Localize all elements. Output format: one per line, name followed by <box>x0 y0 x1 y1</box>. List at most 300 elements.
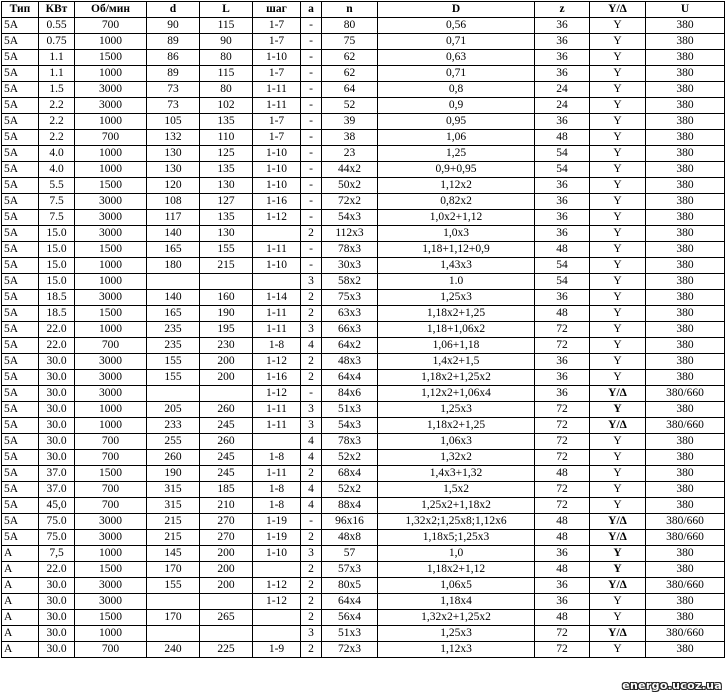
cell-L: 160 <box>200 290 253 306</box>
table-row <box>2 450 725 466</box>
cell-rpm: 3000 <box>75 386 147 402</box>
cell-D: 1,25x3 <box>378 290 535 306</box>
column-header-D: D <box>378 2 535 18</box>
cell-rpm: 3000 <box>75 290 147 306</box>
cell-U: 380 <box>646 594 725 610</box>
table-row <box>2 34 725 50</box>
cell-kw: 30.0 <box>39 626 75 642</box>
cell-L: 265 <box>200 610 253 626</box>
cell-step: 1-10 <box>253 162 301 178</box>
cell-step: 1-11 <box>253 98 301 114</box>
cell-n: 57x3 <box>322 562 378 578</box>
cell-type: 5А <box>2 530 39 546</box>
cell-type: 5А <box>2 322 39 338</box>
cell-type: 5А <box>2 306 39 322</box>
cell-conn: Y <box>590 594 646 610</box>
cell-d: 155 <box>147 354 200 370</box>
cell-D: 1,18x5;1,25x3 <box>378 530 535 546</box>
cell-d: 235 <box>147 338 200 354</box>
cell-kw: 30.0 <box>39 610 75 626</box>
cell-L: 135 <box>200 114 253 130</box>
header-row <box>2 2 725 18</box>
column-header-L: L <box>200 2 253 18</box>
cell-L <box>200 274 253 290</box>
cell-d: 315 <box>147 498 200 514</box>
cell-U: 380 <box>646 114 725 130</box>
cell-rpm: 1000 <box>75 402 147 418</box>
cell-D: 1,5x2 <box>378 482 535 498</box>
cell-step: 1-7 <box>253 18 301 34</box>
cell-n: 38 <box>322 130 378 146</box>
cell-rpm: 1000 <box>75 418 147 434</box>
cell-step: 1-7 <box>253 34 301 50</box>
cell-conn: Y <box>590 210 646 226</box>
cell-a: 2 <box>301 578 322 594</box>
cell-n: 30x3 <box>322 258 378 274</box>
cell-kw: 22.0 <box>39 562 75 578</box>
table-row <box>2 514 725 530</box>
cell-type: 5А <box>2 338 39 354</box>
cell-conn: Y <box>590 242 646 258</box>
cell-L: 135 <box>200 162 253 178</box>
column-header-n: n <box>322 2 378 18</box>
cell-n: 54x3 <box>322 210 378 226</box>
cell-n: 62 <box>322 66 378 82</box>
cell-d: 130 <box>147 162 200 178</box>
cell-U: 380 <box>646 450 725 466</box>
table-row <box>2 66 725 82</box>
cell-step: 1-11 <box>253 322 301 338</box>
cell-D: 1,12x2 <box>378 178 535 194</box>
cell-type: 5А <box>2 514 39 530</box>
table-row <box>2 418 725 434</box>
cell-rpm: 1000 <box>75 66 147 82</box>
cell-z: 36 <box>535 50 590 66</box>
cell-a: 3 <box>301 322 322 338</box>
cell-a: - <box>301 130 322 146</box>
cell-a: 3 <box>301 402 322 418</box>
cell-kw: 37.0 <box>39 482 75 498</box>
cell-kw: 22.0 <box>39 338 75 354</box>
cell-D: 0,82x2 <box>378 194 535 210</box>
cell-conn: Y <box>590 402 646 418</box>
cell-conn: Y <box>590 50 646 66</box>
cell-type: 5А <box>2 274 39 290</box>
cell-a: - <box>301 34 322 50</box>
column-header-conn: Y/Δ <box>590 2 646 18</box>
cell-a: 2 <box>301 642 322 658</box>
cell-U: 380 <box>646 130 725 146</box>
cell-D: 0,8 <box>378 82 535 98</box>
table-row <box>2 82 725 98</box>
cell-conn: Y <box>590 162 646 178</box>
cell-rpm: 1500 <box>75 178 147 194</box>
cell-n: 68x4 <box>322 466 378 482</box>
cell-d: 140 <box>147 290 200 306</box>
cell-n: 23 <box>322 146 378 162</box>
table-row <box>2 354 725 370</box>
cell-L: 125 <box>200 146 253 162</box>
cell-rpm: 3000 <box>75 594 147 610</box>
cell-a: 3 <box>301 626 322 642</box>
cell-type: 5А <box>2 290 39 306</box>
cell-a: 4 <box>301 434 322 450</box>
cell-kw: 45,0 <box>39 498 75 514</box>
cell-a: - <box>301 82 322 98</box>
cell-L: 270 <box>200 530 253 546</box>
cell-L: 200 <box>200 562 253 578</box>
cell-step: 1-10 <box>253 258 301 274</box>
table-row <box>2 642 725 658</box>
cell-a: 2 <box>301 610 322 626</box>
cell-kw: 30.0 <box>39 386 75 402</box>
site-watermark: energo.ucoz.ua <box>622 679 722 692</box>
cell-d: 215 <box>147 514 200 530</box>
cell-step: 1-16 <box>253 370 301 386</box>
cell-d: 130 <box>147 146 200 162</box>
cell-d: 86 <box>147 50 200 66</box>
cell-U: 380 <box>646 194 725 210</box>
cell-U: 380 <box>646 50 725 66</box>
cell-type: 5А <box>2 258 39 274</box>
cell-L: 260 <box>200 434 253 450</box>
table-body <box>2 18 725 658</box>
cell-a: - <box>301 18 322 34</box>
cell-n: 44x2 <box>322 162 378 178</box>
cell-conn: Y <box>590 130 646 146</box>
cell-step: 1-12 <box>253 386 301 402</box>
cell-conn: Y <box>590 226 646 242</box>
cell-a: 2 <box>301 370 322 386</box>
cell-a: 4 <box>301 482 322 498</box>
cell-kw: 2.2 <box>39 114 75 130</box>
cell-step: 1-11 <box>253 418 301 434</box>
cell-z: 24 <box>535 98 590 114</box>
cell-n: 78x3 <box>322 242 378 258</box>
cell-kw: 7.5 <box>39 210 75 226</box>
cell-n: 96x16 <box>322 514 378 530</box>
cell-conn: Y <box>590 178 646 194</box>
cell-L: 200 <box>200 546 253 562</box>
cell-type: 5А <box>2 450 39 466</box>
cell-L <box>200 386 253 402</box>
cell-n: 48x3 <box>322 354 378 370</box>
cell-type: 5А <box>2 418 39 434</box>
cell-L: 230 <box>200 338 253 354</box>
cell-rpm: 1500 <box>75 466 147 482</box>
cell-d: 89 <box>147 34 200 50</box>
cell-rpm: 3000 <box>75 354 147 370</box>
cell-z: 48 <box>535 466 590 482</box>
cell-a: - <box>301 514 322 530</box>
cell-rpm: 3000 <box>75 530 147 546</box>
cell-conn: Y <box>590 434 646 450</box>
cell-conn: Y <box>590 290 646 306</box>
cell-d <box>147 386 200 402</box>
cell-rpm: 700 <box>75 498 147 514</box>
cell-U: 380 <box>646 562 725 578</box>
cell-rpm: 1500 <box>75 562 147 578</box>
cell-a: 2 <box>301 306 322 322</box>
cell-z: 36 <box>535 210 590 226</box>
cell-kw: 4.0 <box>39 146 75 162</box>
cell-D: 1,12x3 <box>378 642 535 658</box>
cell-rpm: 700 <box>75 434 147 450</box>
table-row <box>2 370 725 386</box>
table-row <box>2 626 725 642</box>
cell-kw: 15.0 <box>39 226 75 242</box>
cell-d <box>147 274 200 290</box>
cell-z: 48 <box>535 530 590 546</box>
cell-U: 380/660 <box>646 418 725 434</box>
cell-z: 48 <box>535 610 590 626</box>
cell-rpm: 1000 <box>75 274 147 290</box>
cell-U: 380 <box>646 354 725 370</box>
cell-n: 52x2 <box>322 482 378 498</box>
cell-d: 170 <box>147 562 200 578</box>
cell-U: 380 <box>646 242 725 258</box>
cell-a: 2 <box>301 562 322 578</box>
cell-type: А <box>2 610 39 626</box>
cell-d: 240 <box>147 642 200 658</box>
cell-z: 72 <box>535 450 590 466</box>
cell-L: 185 <box>200 482 253 498</box>
column-header-a: a <box>301 2 322 18</box>
cell-a: 3 <box>301 274 322 290</box>
cell-d: 145 <box>147 546 200 562</box>
cell-a: 4 <box>301 338 322 354</box>
cell-a: - <box>301 98 322 114</box>
cell-U: 380 <box>646 402 725 418</box>
table-row <box>2 18 725 34</box>
column-header-z: z <box>535 2 590 18</box>
cell-a: 2 <box>301 290 322 306</box>
cell-L: 200 <box>200 370 253 386</box>
cell-n: 72x2 <box>322 194 378 210</box>
cell-U: 380 <box>646 146 725 162</box>
cell-step: 1-12 <box>253 354 301 370</box>
cell-D: 0,56 <box>378 18 535 34</box>
cell-U: 380 <box>646 18 725 34</box>
cell-d <box>147 594 200 610</box>
cell-rpm: 3000 <box>75 194 147 210</box>
cell-d: 215 <box>147 530 200 546</box>
cell-kw: 18.5 <box>39 306 75 322</box>
cell-type: А <box>2 626 39 642</box>
cell-step: 1-19 <box>253 530 301 546</box>
table-row <box>2 562 725 578</box>
cell-z: 36 <box>535 194 590 210</box>
cell-L: 130 <box>200 226 253 242</box>
column-header-step: шаг <box>253 2 301 18</box>
cell-d: 260 <box>147 450 200 466</box>
cell-z: 54 <box>535 146 590 162</box>
cell-U: 380 <box>646 322 725 338</box>
cell-d: 190 <box>147 466 200 482</box>
cell-L: 155 <box>200 242 253 258</box>
cell-step: 1-8 <box>253 450 301 466</box>
table-row <box>2 482 725 498</box>
cell-U: 380 <box>646 82 725 98</box>
cell-d: 89 <box>147 66 200 82</box>
cell-type: 5А <box>2 194 39 210</box>
cell-conn: Y/Δ <box>590 418 646 434</box>
cell-rpm: 3000 <box>75 98 147 114</box>
cell-z: 36 <box>535 178 590 194</box>
column-header-rpm: Об/мин <box>75 2 147 18</box>
cell-a: - <box>301 258 322 274</box>
cell-D: 1,12x2+1,06x4 <box>378 386 535 402</box>
cell-d: 140 <box>147 226 200 242</box>
cell-n: 54x3 <box>322 418 378 434</box>
cell-D: 1,18x4 <box>378 594 535 610</box>
cell-step: 1-8 <box>253 338 301 354</box>
cell-type: 5А <box>2 402 39 418</box>
cell-conn: Y <box>590 546 646 562</box>
table-row <box>2 290 725 306</box>
cell-kw: 30.0 <box>39 594 75 610</box>
cell-n: 56x4 <box>322 610 378 626</box>
cell-U: 380 <box>646 178 725 194</box>
cell-n: 62 <box>322 50 378 66</box>
cell-conn: Y <box>590 610 646 626</box>
cell-n: 64x4 <box>322 594 378 610</box>
cell-z: 72 <box>535 498 590 514</box>
cell-type: 5А <box>2 354 39 370</box>
cell-U: 380 <box>646 434 725 450</box>
table-row <box>2 322 725 338</box>
cell-type: 5А <box>2 466 39 482</box>
cell-L: 270 <box>200 514 253 530</box>
cell-z: 48 <box>535 130 590 146</box>
cell-D: 1,25x3 <box>378 402 535 418</box>
cell-z: 54 <box>535 162 590 178</box>
cell-rpm: 1000 <box>75 162 147 178</box>
cell-a: - <box>301 210 322 226</box>
cell-D: 1,25 <box>378 146 535 162</box>
cell-n: 80 <box>322 18 378 34</box>
cell-kw: 1.5 <box>39 82 75 98</box>
cell-step: 1-8 <box>253 482 301 498</box>
cell-D: 1,32x2 <box>378 450 535 466</box>
cell-step: 1-10 <box>253 546 301 562</box>
cell-z: 72 <box>535 626 590 642</box>
cell-step: 1-19 <box>253 514 301 530</box>
cell-L: 210 <box>200 498 253 514</box>
table-row <box>2 130 725 146</box>
cell-kw: 30.0 <box>39 642 75 658</box>
cell-a: 3 <box>301 546 322 562</box>
cell-rpm: 3000 <box>75 82 147 98</box>
cell-n: 63x3 <box>322 306 378 322</box>
table-row <box>2 578 725 594</box>
cell-D: 1,32x2+1,25x2 <box>378 610 535 626</box>
cell-D: 0,95 <box>378 114 535 130</box>
cell-kw: 18.5 <box>39 290 75 306</box>
cell-z: 48 <box>535 242 590 258</box>
cell-z: 36 <box>535 114 590 130</box>
cell-L: 115 <box>200 18 253 34</box>
cell-d: 105 <box>147 114 200 130</box>
table-row <box>2 226 725 242</box>
cell-type: 5А <box>2 146 39 162</box>
cell-d: 73 <box>147 82 200 98</box>
table-row <box>2 402 725 418</box>
cell-z: 36 <box>535 546 590 562</box>
cell-U: 380 <box>646 466 725 482</box>
cell-step: 1-12 <box>253 210 301 226</box>
cell-U: 380 <box>646 226 725 242</box>
cell-L: 245 <box>200 450 253 466</box>
cell-L: 130 <box>200 178 253 194</box>
cell-D: 1,06x3 <box>378 434 535 450</box>
cell-U: 380 <box>646 642 725 658</box>
cell-U: 380 <box>646 98 725 114</box>
cell-D: 1,18x2+1,25 <box>378 306 535 322</box>
cell-n: 75x3 <box>322 290 378 306</box>
cell-z: 36 <box>535 578 590 594</box>
cell-type: 5А <box>2 386 39 402</box>
cell-D: 1,0 <box>378 546 535 562</box>
cell-rpm: 3000 <box>75 226 147 242</box>
cell-D: 1,4x2+1,5 <box>378 354 535 370</box>
cell-L: 80 <box>200 82 253 98</box>
table-row <box>2 610 725 626</box>
cell-rpm: 1500 <box>75 610 147 626</box>
cell-step: 1-11 <box>253 402 301 418</box>
table-row <box>2 162 725 178</box>
cell-conn: Y <box>590 194 646 210</box>
cell-U: 380 <box>646 66 725 82</box>
cell-rpm: 700 <box>75 338 147 354</box>
cell-step: 1-11 <box>253 82 301 98</box>
cell-n: 66x3 <box>322 322 378 338</box>
cell-a: 4 <box>301 498 322 514</box>
cell-type: 5А <box>2 162 39 178</box>
cell-kw: 75.0 <box>39 530 75 546</box>
cell-L: 190 <box>200 306 253 322</box>
cell-U: 380 <box>646 274 725 290</box>
cell-kw: 22.0 <box>39 322 75 338</box>
cell-type: 5А <box>2 226 39 242</box>
cell-kw: 5.5 <box>39 178 75 194</box>
cell-D: 0,71 <box>378 66 535 82</box>
cell-type: 5А <box>2 210 39 226</box>
cell-conn: Y <box>590 466 646 482</box>
cell-z: 72 <box>535 482 590 498</box>
cell-z: 36 <box>535 354 590 370</box>
cell-type: 5А <box>2 242 39 258</box>
cell-U: 380 <box>646 610 725 626</box>
cell-d: 235 <box>147 322 200 338</box>
cell-n: 51x3 <box>322 626 378 642</box>
table-row <box>2 178 725 194</box>
cell-type: 5А <box>2 498 39 514</box>
cell-z: 72 <box>535 642 590 658</box>
cell-D: 1,25x2+1,18x2 <box>378 498 535 514</box>
cell-L: 245 <box>200 418 253 434</box>
cell-conn: Y <box>590 322 646 338</box>
motor-winding-table <box>1 1 725 658</box>
cell-L: 200 <box>200 354 253 370</box>
cell-z: 36 <box>535 370 590 386</box>
cell-n: 48x8 <box>322 530 378 546</box>
cell-conn: Y <box>590 354 646 370</box>
cell-a: - <box>301 50 322 66</box>
cell-z: 48 <box>535 562 590 578</box>
cell-L: 195 <box>200 322 253 338</box>
cell-z: 54 <box>535 274 590 290</box>
